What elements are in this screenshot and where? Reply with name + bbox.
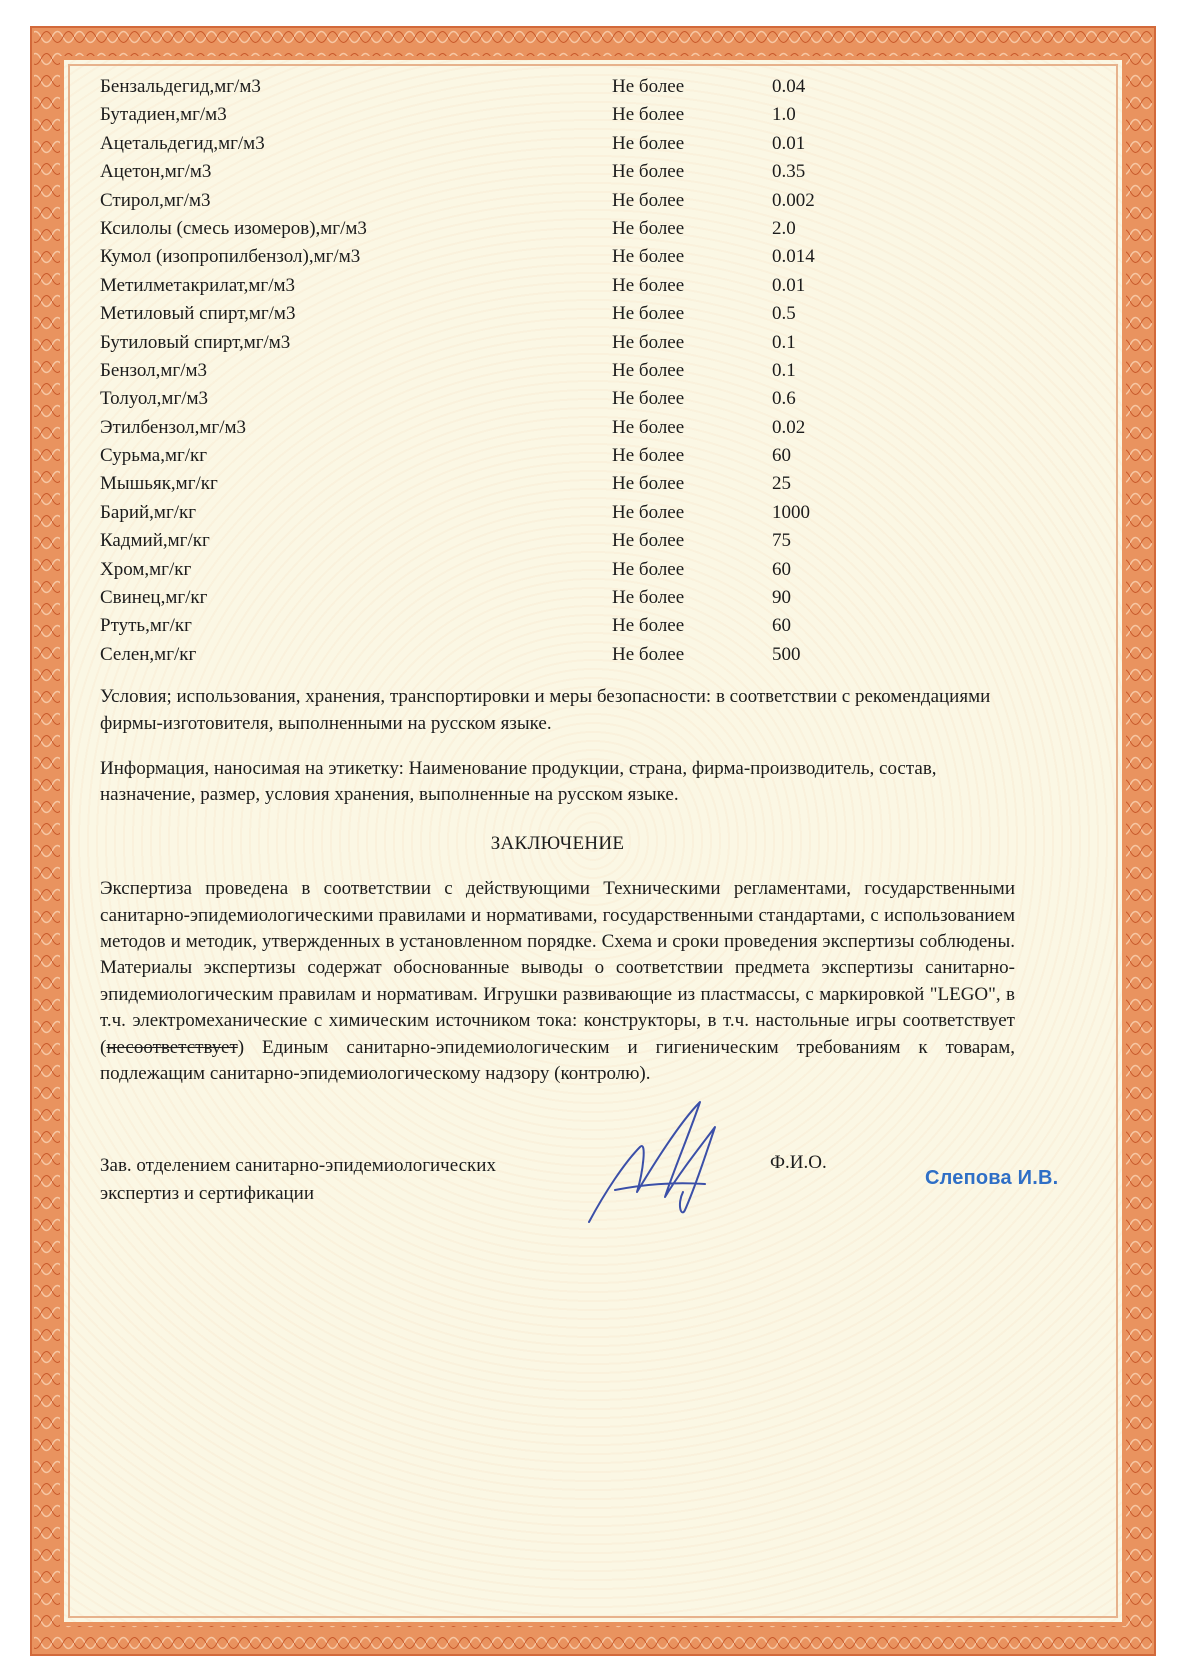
conclusion-heading: ЗАКЛЮЧЕНИЕ (490, 832, 625, 854)
cell-value: 60 (772, 558, 791, 580)
cell-value: 90 (772, 587, 791, 609)
position-line-2: экспертиз и сертификации (100, 1183, 315, 1204)
cell-name: Бензол,мг/м3 (100, 359, 208, 381)
cell-value: 0.01 (772, 274, 806, 296)
conclusion-text-end: ) Единым санитарно-эпидемиологическим и гигиеническим требованиям к товарам, подлежащим санитарно-эпидемиологическому надзору (контролю). (100, 1036, 1015, 1085)
cell-limit: Не более (612, 530, 685, 552)
cell-limit: Не более (612, 615, 685, 637)
table-row (100, 498, 1015, 526)
cell-value: 0.35 (772, 161, 806, 183)
table-row (100, 441, 1015, 469)
cell-limit: Не более (612, 246, 685, 268)
cell-limit: Не более (612, 473, 685, 495)
document-body (100, 72, 1015, 1106)
label-info-paragraph: Информация, наносимая на этикетку: Наименование продукции, страна, фирма-производитель, состав, назначение, размер, условия хранения, выполненные на русском языке. (100, 758, 937, 806)
cell-name: Ртуть,мг/кг (100, 615, 192, 637)
cell-name: Бутиловый спирт,мг/м3 (100, 331, 291, 353)
table-row (100, 555, 1015, 583)
cell-value: 1000 (772, 501, 810, 523)
cell-name: Сурьма,мг/кг (100, 445, 208, 467)
cell-limit: Не более (612, 75, 685, 97)
signatory-position (100, 1152, 520, 1208)
cell-value: 1.0 (772, 104, 796, 126)
conclusion-text-start: Экспертиза проведена в соответствии с действующими Техническими регламентами, государственными санитарно-эпидемиологическими правилами и нормативами, государственными стандартами, с использованием методов и методик, утвержденных в установленном порядке. Схема и сроки проведения экспертизы соблюдены. Материалы экспертизы содержат обоснованные выводы о соответствии предмета экспертизы санитарно-эпидемиологическим правилам и нормативам. Игрушки развивающие из пластмассы, с маркировкой "LEGO", в т.ч. электромеханические с химическим источником тока: конструкторы, в т.ч. настольные игры соответствует ( (100, 878, 1015, 1058)
cell-value: 25 (772, 473, 791, 495)
cell-limit: Не более (612, 217, 685, 239)
cell-name: Толуол,мг/м3 (100, 388, 209, 410)
cell-value: 500 (772, 643, 801, 665)
table-row (100, 583, 1015, 611)
table-row (100, 271, 1015, 299)
cell-value: 0.04 (772, 75, 806, 97)
table-row (100, 242, 1015, 270)
name-stamp: Слепова И.В. (925, 1167, 1059, 1189)
cell-limit: Не более (612, 388, 685, 410)
cell-name: Метилметакрилат,мг/м3 (100, 274, 296, 296)
cell-value: 75 (772, 530, 791, 552)
cell-limit: Не более (612, 161, 685, 183)
table-row (100, 611, 1015, 639)
handwritten-signature (585, 1092, 745, 1232)
cell-name: Этилбензол,мг/м3 (100, 416, 247, 438)
table-row (100, 469, 1015, 497)
fio-label: Ф.И.О. (770, 1152, 827, 1173)
cell-name: Кумол (изопропилбензол),мг/м3 (100, 246, 361, 268)
cell-value: 0.002 (772, 189, 815, 211)
cell-name: Свинец,мг/кг (100, 587, 208, 609)
cell-limit: Не более (612, 587, 685, 609)
table-row (100, 328, 1015, 356)
table-row (100, 186, 1015, 214)
cell-name: Бутадиен,мг/м3 (100, 104, 227, 126)
cell-limit: Не более (612, 104, 685, 126)
cell-value: 0.014 (772, 246, 815, 268)
table-row (100, 384, 1015, 412)
cell-name: Ацетальдегид,мг/м3 (100, 132, 265, 154)
cell-name: Мышьяк,мг/кг (100, 473, 218, 495)
cell-value: 0.02 (772, 416, 806, 438)
cell-name: Ксилолы (смесь изомеров),мг/м3 (100, 217, 367, 239)
cell-limit: Не более (612, 132, 685, 154)
position-line-1: Зав. отделением санитарно-эпидемиологических (100, 1155, 496, 1176)
cell-name: Стирол,мг/м3 (100, 189, 211, 211)
conclusion-paragraph (100, 876, 1015, 1087)
cell-value: 60 (772, 445, 791, 467)
table-row (100, 526, 1015, 554)
cell-limit: Не более (612, 558, 685, 580)
cell-value: 0.6 (772, 388, 796, 410)
cell-limit: Не более (612, 274, 685, 296)
cell-value: 60 (772, 615, 791, 637)
cell-name: Кадмий,мг/кг (100, 530, 210, 552)
cell-name: Ацетон,мг/м3 (100, 161, 212, 183)
table-row (100, 72, 1015, 100)
struck-word: несоответствует (106, 1036, 238, 1058)
cell-name: Селен,мг/кг (100, 643, 197, 665)
cell-name: Бензальдегид,мг/м3 (100, 75, 261, 97)
cell-value: 0.5 (772, 303, 796, 325)
table-row (100, 356, 1015, 384)
conditions-paragraph: Условия; использования, хранения, транспортировки и меры безопасности: в соответствии с рекомендациями фирмы-изготовителя, выполненными на русском языке. (100, 686, 991, 734)
cell-limit: Не более (612, 189, 685, 211)
table-row (100, 157, 1015, 185)
cell-limit: Не более (612, 643, 685, 665)
cell-limit: Не более (612, 445, 685, 467)
table-row (100, 100, 1015, 128)
cell-name: Хром,мг/кг (100, 558, 192, 580)
cell-limit: Не более (612, 303, 685, 325)
table-row (100, 299, 1015, 327)
cell-limit: Не более (612, 331, 685, 353)
table-row (100, 129, 1015, 157)
cell-limit: Не более (612, 416, 685, 438)
cell-name: Метиловый спирт,мг/м3 (100, 303, 296, 325)
cell-limit: Не более (612, 359, 685, 381)
table-row (100, 413, 1015, 441)
cell-value: 0.01 (772, 132, 806, 154)
cell-value: 0.1 (772, 331, 796, 353)
cell-value: 0.1 (772, 359, 796, 381)
cell-value: 2.0 (772, 217, 796, 239)
table-row (100, 214, 1015, 242)
cell-limit: Не более (612, 501, 685, 523)
cell-name: Барий,мг/кг (100, 501, 197, 523)
table-row (100, 640, 1015, 668)
limits-table (100, 72, 1015, 668)
